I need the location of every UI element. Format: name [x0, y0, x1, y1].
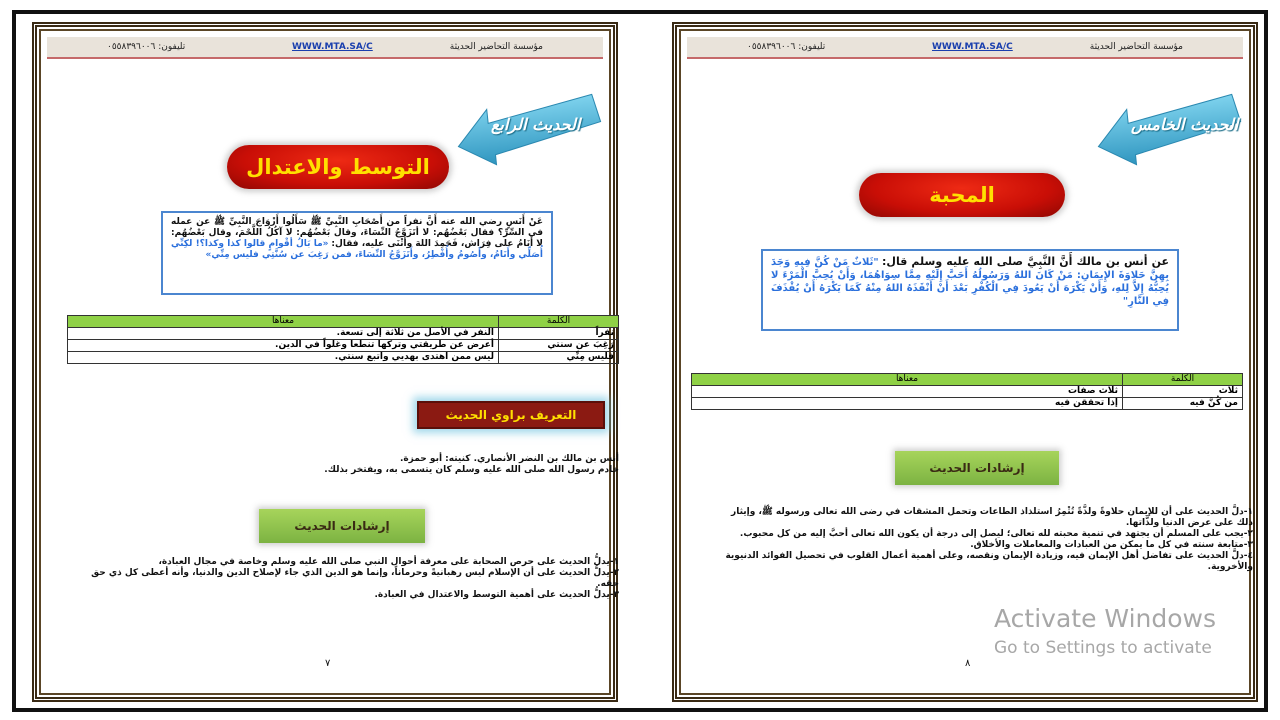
table-cell-meaning: أعرض عن طريقتي وتركها تنطعا وغلواً في الدين.: [68, 340, 499, 352]
table-header-word: الكلمة: [499, 316, 619, 328]
table-cell-meaning: ثلاث صفات: [692, 386, 1123, 398]
table-header-row: [68, 316, 619, 328]
activate-windows-subtext: Go to Settings to activate: [994, 638, 1212, 658]
page-right: [672, 22, 1258, 702]
header-phone: تليفون: ٠٥٥٨٣٩٦٠٠٦: [107, 42, 186, 52]
guidance-item: ٢-يجب على المسلم أن يجتهد في تنمية محبته لله تعالى؛ ليصل إلى درجة أن يكون الله تعالى أحبَّ إليه من كل محبوب.: [739, 529, 1253, 539]
table-cell-word: من كُنَّ فيه: [1123, 398, 1243, 410]
guidance-heading: إرشادات الحديث: [259, 509, 425, 543]
page-number: ٧: [325, 658, 331, 669]
table-header-word: الكلمة: [1123, 374, 1243, 386]
page-number: ٨: [965, 658, 971, 669]
table-row: [692, 398, 1243, 410]
table-cell-word: ثلاث: [1123, 386, 1243, 398]
table-header-meaning: معناها: [68, 316, 499, 328]
hadith-lead: عن أنس بن مالك أَنَّ النَّبِيَّ صلى الله عليه وسلم قال:: [882, 255, 1169, 268]
hadith-text-box: [161, 211, 553, 295]
table-cell-word: فليس مِنِّي: [499, 352, 619, 364]
table-row: [68, 340, 619, 352]
guidance-list: [717, 507, 1253, 573]
guidance-item: ٣-يدلُّ الحديث على أهمية التوسط والاعتدال في العبادة.: [374, 590, 619, 600]
header-org-name: مؤسسة التحاضير الحديثة: [1089, 42, 1183, 52]
guidance-item: ١-دلَّ الحديث على أن للإيمان حلاوةً ولذَّةً تُثْمِرُ استلذاذ الطاعات وتحمل المشقات في رضى الله تعالى ورسوله ﷺ، وإيثار ذلك على عرض الدنيا ولذَّاتها.: [731, 507, 1253, 528]
guidance-item: ٤-دلَّ الحديث على تفاضل أهل الإيمان فيه، وزيادة الإيمان ونقصه، وعلى أهمية أعمال القلوب في تحصيل الفوائد الدنيوية والأخروية.: [725, 551, 1253, 572]
hadith-lead: عَنْ أَنَسٍ رضي الله عنه أَنَّ نفراً من أَصْحَابِ النَّبِيِّ ﷺ سَأَلُوا أَزْوَاجَ النَّبِيِّ ﷺ عن عمله في السِّرِّ؟ فقال بَعْضُهُم: لا أتَزَوَّجُ النِّسَاءَ، وقال بَعْضُهُم: لا آكُلُ اللَّحْمَ، وقال بَعْضُهُم: لا أَنَامُ على فِرَاش، فَحَمِدَ اللهَ وأَثْنَى عليه، فقال:: [171, 217, 543, 249]
table-cell-meaning: النفر في الأصل من ثلاثة إلى تسعة.: [68, 328, 499, 340]
lesson-title: التوسط والاعتدال: [227, 145, 449, 189]
arrow-label: الحديث الخامس: [1131, 115, 1239, 134]
page-left: [32, 22, 618, 702]
table-header-meaning: معناها: [692, 374, 1123, 386]
table-row: [692, 386, 1243, 398]
header-phone: تليفون: ٠٥٥٨٣٩٦٠٠٦: [747, 42, 826, 52]
guidance-item: ٢-يدلُّ الحديث على أن الإسلام ليس رهبانيةً وحرماناً، وإنما هو الدين الذي جاء لإصلاح الدين والدنيا، وأنه أعطى كل ذي حق حقه.: [91, 568, 619, 589]
page-header: [687, 37, 1243, 59]
header-org-name: مؤسسة التحاضير الحديثة: [449, 42, 543, 52]
page-header: [47, 37, 603, 59]
vocabulary-table: [691, 373, 1243, 410]
table-header-row: [692, 374, 1243, 386]
hadith-number-arrow: [455, 99, 605, 155]
table-row: [68, 352, 619, 364]
table-cell-meaning: إذا تحققن فيه: [692, 398, 1123, 410]
table-row: [68, 328, 619, 340]
header-url-link[interactable]: WWW.MTA.SA/C: [932, 42, 1013, 52]
hadith-number-arrow: [1095, 99, 1245, 155]
lesson-title: المحبة: [859, 173, 1065, 217]
arrow-label: الحديث الرابع: [491, 115, 581, 134]
table-cell-word: رَغِبَ عن سنتي: [499, 340, 619, 352]
table-cell-word: نفراً: [499, 328, 619, 340]
guidance-item: ١-يدلُّ الحديث على حرص الصحابة على معرفة أحوال النبي صلى الله عليه وسلم وخاصة في مجال العبادة،: [158, 557, 619, 567]
guidance-heading: إرشادات الحديث: [895, 451, 1059, 485]
hadith-quote: «ما بَالُ أقْوامٍ قالوا كذا وكذا؟! لكِنِّي أُصَلِّي وأَنَامُ، وأَصُومُ وأُفْطِرُ، وأَتَزَوَّجُ النِّسَاءَ، فمن رَغِبَ عن سُنَّتِي فليس مِنِّي»: [171, 239, 543, 260]
activate-windows-watermark: Activate Windows: [994, 604, 1216, 633]
header-url-link[interactable]: WWW.MTA.SA/C: [292, 42, 373, 52]
narrator-heading: التعريف براوي الحديث: [417, 401, 605, 429]
guidance-list: [67, 557, 619, 601]
narrator-line: خادم رسول الله صلى الله عليه وسلم كان يتسمى به، ويفتخر بذلك.: [324, 465, 619, 475]
narrator-info: [67, 454, 619, 476]
guidance-item: ٣-متابعة سنته في كل ما يمكن من العبادات والمعاملات والأخلاق.: [970, 540, 1253, 550]
hadith-text-box: [761, 249, 1179, 331]
hadith-quote: "ثَلاثٌ مَنْ كُنَّ فِيهِ وَجَدَ بِهِنَّ حَلاوَةَ الإِيمَانِ: مَنْ كَانَ اللهُ وَرَسُولُهُ أَحَبَّ إِلَيْهِ مِمَّا سِوَاهُمَا، وَأَنْ يُحِبَّ الْمَرْءَ لا يُحِبُّهُ إِلاَّ لِلهِ، وَأَنْ يَكْرَهَ أَنْ يَعُودَ فِي الْكُفْرِ بَعْدَ أَنْ أَنْقَذَهُ اللهُ مِنْهُ كَمَا يَكْرَهُ أَنْ يُقْذَفَ فِي النَّارِ": [771, 257, 1169, 307]
vocabulary-table: [67, 315, 619, 364]
narrator-line: أنس بن مالك بن النضر الأنصاري. كنيته: أبو حمزة.: [399, 454, 619, 464]
table-cell-meaning: ليس ممن اهتدى بهديي واتبع سنتي.: [68, 352, 499, 364]
